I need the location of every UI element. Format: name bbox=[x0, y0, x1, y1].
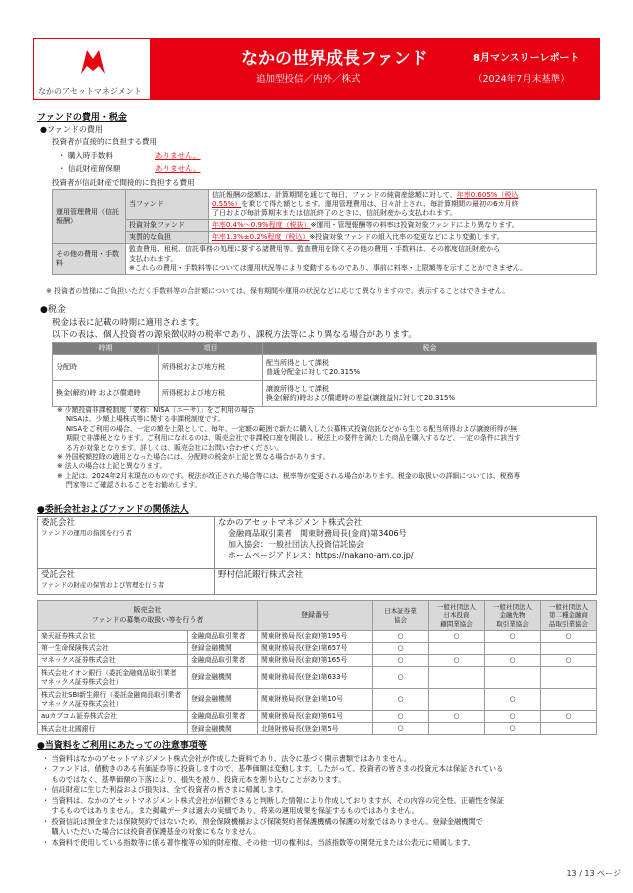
buy-fee-label: ・ 購入時手数料 bbox=[58, 151, 113, 160]
report-header bbox=[33, 38, 600, 100]
fees-section-title: ファンドの費用・税金 bbox=[37, 113, 127, 123]
caution-line: ・ ファンドは、値動きのある有価証券等に投資しますので、基準価額は変動します。したがって、投資者の皆さまの投資元本は保証されている bbox=[42, 764, 504, 774]
fee-footnote: ※ 投資者の皆様にご負担いただく手数料等の合計額については、保有期間や運用の状況などに応じて異なりますので、表示することはできません。 bbox=[46, 287, 510, 295]
tax-header: 項目 bbox=[159, 343, 263, 355]
membership-mark: ○ bbox=[429, 655, 485, 667]
tax-item: 所得税および地方税 bbox=[159, 355, 263, 381]
distributor-row bbox=[38, 631, 597, 643]
page-number: 13 / 13 ページ bbox=[566, 868, 621, 878]
membership-mark: ○ bbox=[373, 723, 429, 735]
distributor-type: 金融商品取引業者 bbox=[188, 631, 258, 643]
trustee-cell: 受託会社 ファンドの財産の保管および管理を行う者 bbox=[38, 569, 215, 595]
membership-mark bbox=[429, 667, 485, 689]
membership-mark bbox=[541, 689, 597, 711]
distributor-name: auカブコム証券株式会社 bbox=[38, 711, 188, 723]
trustee-name: 野村信託銀行株式会社 bbox=[215, 569, 597, 595]
tax-note: 門家等にご確認されることをお勧めします。 bbox=[57, 481, 202, 489]
membership-mark: ○ bbox=[373, 655, 429, 667]
tax-note: ※ 上記は、2024年2月末現在のものです。税法が改正された場合等には、税率等が変更される場合があります。税金の取扱いの詳細については、税務専 bbox=[57, 471, 521, 480]
fee-row-label: 当ファンド bbox=[126, 190, 209, 220]
membership-mark: ○ bbox=[485, 711, 541, 723]
distributor-reg: 関東財務局長(金商)第61号 bbox=[258, 711, 373, 723]
distributor-reg: 北陸財務局長(登金)第5号 bbox=[258, 723, 373, 735]
distributor-row bbox=[38, 655, 597, 667]
distributor-header: 登録番号 bbox=[258, 601, 373, 631]
fee-row-label: 投資対象ファンド bbox=[126, 220, 209, 232]
report-date: （2024年7月末基準） bbox=[473, 74, 570, 85]
report-title: 8月マンスリーレポート bbox=[473, 53, 580, 64]
fee-row-text: 信託報酬の総額は、計算期間を通じて毎日、ファンドの純資産総額に対して、年率0.605%（税込 0.55%）を乗じて得た額とします。運用管理費用は、日々計上され、毎計算期間の最初の6カ月終 了日および毎計算期末または信託終了のときに、信託財産から支払われます。 bbox=[209, 190, 597, 220]
membership-mark: ○ bbox=[541, 655, 597, 667]
consignor-cell: 委託会社 ファンドの運用の指図を行う者 bbox=[38, 517, 215, 569]
distributor-type: 金融商品取引業者 bbox=[188, 655, 258, 667]
caution-line: ・ 当資料はなかのアセットマネジメント株式会社が作成した資料であり、法令に基づく開示書類ではありません。 bbox=[42, 754, 411, 763]
fund-name: なかの世界成長ファンド bbox=[241, 49, 428, 69]
fee-row-text: 年率0.4%～0.9%程度（税抜）※運用・管理報酬等の料率は投資対象ファンドにより異なります。 bbox=[209, 220, 597, 232]
other-fee-head: その他の費用・手数料 bbox=[53, 244, 126, 274]
tax-line-1: 税金は表に記載の時期に適用されます。 bbox=[52, 318, 205, 328]
tax-table bbox=[52, 342, 597, 407]
company-logo bbox=[33, 38, 151, 100]
membership-mark: ○ bbox=[485, 655, 541, 667]
company-name: なかのアセットマネジメント bbox=[38, 87, 142, 96]
fee-table bbox=[52, 189, 597, 275]
membership-mark bbox=[429, 723, 485, 735]
tax-note: ※ 外国税額控除の適用となった場合には、分配時の税金が上記と異なる場合があります。 bbox=[57, 452, 330, 461]
caution-line: 購入いただいた場合には投資者保護基金の対象にもなりません。 bbox=[42, 827, 261, 837]
tax-line-2: 以下の表は、個人投資者の源泉徴収時の税率であり、課税方法等により異なる場合があります。 bbox=[52, 330, 417, 340]
distributor-reg: 関東財務局長(登金)第633号 bbox=[258, 667, 373, 689]
distributors-table bbox=[37, 600, 597, 735]
distributor-name: マネックス証券株式会社 bbox=[38, 655, 188, 667]
caution-line: ものではなく、基準価額の下落により、損失を被り、投資元本を割り込むことがあります。 bbox=[42, 774, 346, 784]
mgmt-fee-head: 運用管理費用（信託報酬） bbox=[53, 190, 126, 244]
tax-title: ●税金 bbox=[40, 305, 66, 315]
tax-header: 税金 bbox=[263, 343, 597, 355]
distributor-type: 登録金融機関 bbox=[188, 667, 258, 689]
membership-mark bbox=[485, 643, 541, 655]
fee-row-text: 年率1.3%±0.2%程度（税込）※投資対象ファンドの組入比率の変更などにより変動します。 bbox=[209, 232, 597, 244]
distributor-reg: 関東財務局長(金商)第195号 bbox=[258, 631, 373, 643]
distributor-header: 一般社団法人 金融先物 取引業協会 bbox=[485, 601, 541, 631]
logo-mark-icon bbox=[78, 47, 108, 77]
tax-notes bbox=[57, 406, 597, 490]
distributor-reg: 関東財務局長(金商)第165号 bbox=[258, 655, 373, 667]
membership-mark: ○ bbox=[485, 723, 541, 735]
tax-note: る方が対象となります。詳しくは、販売会社にお問い合わせください。 bbox=[57, 443, 283, 452]
tax-note: NISAをご利用の場合、一定の額を上限として、毎年、一定額の範囲で新たに購入した公募株式投資信託などから生じる配当所得および譲渡所得が無 bbox=[57, 424, 517, 433]
distributor-header: 販売会社 ファンドの募集の取扱い等を行う者 bbox=[38, 601, 258, 631]
caution-title: ●当資料をご利用にあたっての注意事項等 bbox=[37, 741, 207, 751]
retention-value: ありません。 bbox=[155, 164, 201, 173]
tax-detail: 譲渡所得として課税 換金(解約)時および償還時の差益(譲渡益)に対して20.315% bbox=[263, 381, 597, 407]
fee-row-label: 実質的な負担 bbox=[126, 232, 209, 244]
distributor-header: 一般社団法人 日本投資 顧問業協会 bbox=[429, 601, 485, 631]
membership-mark bbox=[485, 667, 541, 689]
distributor-header: 一般社団法人 第二種金融商 品取引業協会 bbox=[541, 601, 597, 631]
membership-mark bbox=[541, 643, 597, 655]
distributor-name: 株式会社北國銀行 bbox=[38, 723, 188, 735]
distributor-name: 楽天証券株式会社 bbox=[38, 631, 188, 643]
distributor-name: 株式会社SBI新生銀行（委託金融商品取引業者 マネックス証券株式会社） bbox=[38, 689, 188, 711]
companies-title: ●委託会社およびファンドの関係法人 bbox=[37, 505, 189, 515]
membership-mark bbox=[429, 643, 485, 655]
buy-fee-value: ありません。 bbox=[155, 151, 201, 160]
companies-table bbox=[37, 516, 597, 595]
distributor-reg: 関東財務局長(登金)第10号 bbox=[258, 689, 373, 711]
tax-note: 期限で非課税となります。ご利用になれるのは、販売会社で非課税口座を開設し、税法上の要件を満たした商品を購入するなど、一定の条件に該当す bbox=[57, 434, 521, 443]
tax-item: 所得税および地方税 bbox=[159, 381, 263, 407]
membership-mark: ○ bbox=[373, 643, 429, 655]
caution-line: ・ 投資信託は預金または保険契約ではないため、預金保険機構および保険契約者保護機構の保護の対象ではありません。登録金融機関で bbox=[42, 816, 483, 826]
tax-period: 分配時 bbox=[53, 355, 159, 381]
membership-mark bbox=[541, 723, 597, 735]
distributor-reg: 関東財務局長(登金)第657号 bbox=[258, 643, 373, 655]
distributor-name: 第一生命保険株式会社 bbox=[38, 643, 188, 655]
distributor-type: 金融商品取引業者 bbox=[188, 711, 258, 723]
membership-mark: ○ bbox=[429, 631, 485, 643]
caution-line: ・ 当資料は、なかのアセットマネジメント株式会社が信頼できると判断した情報により作成しておりますが、その内容の完全性、正確性を保証 bbox=[42, 795, 505, 805]
membership-mark: ○ bbox=[541, 631, 597, 643]
membership-mark bbox=[429, 689, 485, 711]
distributor-type: 登録金融機関 bbox=[188, 689, 258, 711]
direct-cost-title: 投資者が直接的に負担する費用 bbox=[52, 137, 157, 146]
distributor-row bbox=[38, 723, 597, 735]
retention-label: ・ 信託財産留保額 bbox=[58, 164, 121, 173]
tax-note: NISAは、少額上場株式等に関する非課税制度です。 bbox=[57, 415, 225, 424]
tax-note: ※ 法人の場合は上記と異なります。 bbox=[57, 462, 167, 471]
other-fee-text: 監査費用、租税、信託事務の処理に要する諸費用等。監査費用を除くその他の費用・手数料は、その都度信託財産から 支払われます。 ※これらの費用・手数料等については運用状況等により変動するものであり、事前に料率・上限額等を示すことができません。 bbox=[126, 244, 597, 274]
caution-line: ・ 本資料で使用している指数等に係る著作権等の知的財産権、その他一切の権利は、当該指数等の開発元または公表元に帰属します。 bbox=[42, 837, 475, 847]
distributor-header: 日本証券業 協会 bbox=[373, 601, 429, 631]
tax-detail: 配当所得として課税 普通分配金に対して20.315% bbox=[263, 355, 597, 381]
caution-lines bbox=[42, 754, 598, 848]
tax-note: ※ 少額投資非課税制度「愛称：NISA（ニーサ）」をご利用の場合 bbox=[57, 406, 255, 414]
distributor-type: 登録金融機関 bbox=[188, 643, 258, 655]
distributor-name: 株式会社イオン銀行（委託金融商品取引業者 マネックス証券株式会社） bbox=[38, 667, 188, 689]
distributor-type: 登録金融機関 bbox=[188, 723, 258, 735]
indirect-cost-title: 投資者が信託財産で間接的に負担する費用 bbox=[52, 178, 195, 187]
membership-mark: ○ bbox=[373, 711, 429, 723]
tax-period: 換金(解約)時 および償還時 bbox=[53, 381, 159, 407]
caution-line: ・ 信託財産に生じた利益および損失は、全て投資者の皆さまに帰属します。 bbox=[42, 785, 289, 795]
tax-header: 時期 bbox=[53, 343, 159, 355]
membership-mark: ○ bbox=[373, 667, 429, 689]
fund-category: 追加型投信／内外／株式 bbox=[256, 74, 361, 85]
consignor-info: なかのアセットマネジメント株式会社 金融商品取引業者 関東財務局長(金商)第3406号 加入協会：一般社団法人投資信託協会 ホームページアドレス：https://nakano-am.co.jp/ bbox=[215, 517, 597, 569]
membership-mark: ○ bbox=[373, 689, 429, 711]
caution-line: するものではありません。また掲載データは過去の実績であり、将来の運用成果を保証するものではありません。 bbox=[42, 806, 419, 816]
distributor-row bbox=[38, 643, 597, 655]
membership-mark: ○ bbox=[373, 631, 429, 643]
membership-mark bbox=[541, 667, 597, 689]
distributor-row bbox=[38, 667, 597, 689]
membership-mark: ○ bbox=[485, 689, 541, 711]
membership-mark: ○ bbox=[541, 711, 597, 723]
distributor-row bbox=[38, 689, 597, 711]
distributor-row bbox=[38, 711, 597, 723]
membership-mark: ○ bbox=[429, 711, 485, 723]
membership-mark: ○ bbox=[485, 631, 541, 643]
fund-costs-heading: ●ファンドの費用 bbox=[40, 125, 103, 134]
